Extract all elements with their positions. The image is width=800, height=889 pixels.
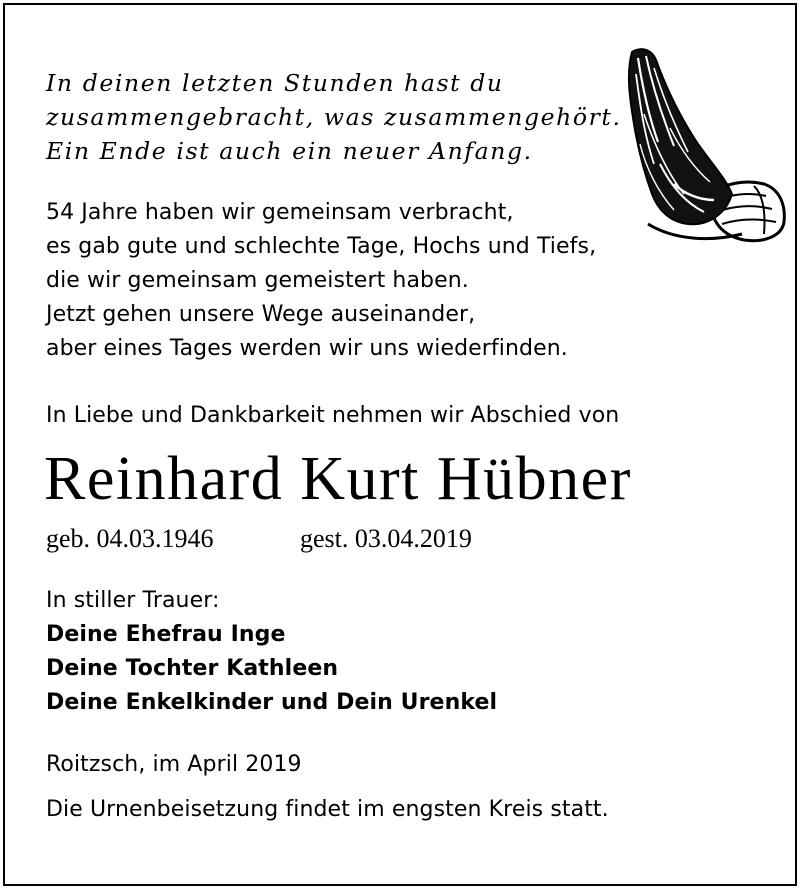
mourner-daughter: Deine Tochter Kathleen [46, 656, 339, 681]
mourner-spouse: Deine Ehefrau Inge [46, 622, 286, 647]
death-date: gest. 03.04.2019 [300, 524, 472, 553]
poem-line-1: 54 Jahre haben wir gemeinsam verbracht, [46, 200, 514, 225]
deceased-name: Reinhard Kurt Hübner [44, 445, 632, 513]
verse-line-1: In deinen letzten Stunden hast du [46, 69, 504, 97]
verse-line-3: Ein Ende ist auch ein neuer Anfang. [46, 137, 533, 165]
burial-note: Die Urnenbeisetzung findet im engsten Kreis statt. [46, 797, 609, 822]
praying-hands-icon [614, 44, 788, 244]
mourner-grandchildren: Deine Enkelkinder und Dein Urenkel [46, 690, 498, 715]
farewell-intro: In Liebe und Dankbarkeit nehmen wir Abschied von [46, 403, 620, 428]
verse-line-2: zusammengebracht, was zusammengehört. [46, 103, 622, 131]
poem-line-5: aber eines Tages werden wir uns wiederfinden. [46, 336, 568, 361]
mourners-intro: In stiller Trauer: [46, 588, 220, 613]
place-date: Roitzsch, im April 2019 [46, 752, 302, 777]
poem-line-4: Jetzt gehen unsere Wege auseinander, [46, 302, 476, 327]
poem-line-3: die wir gemeinsam gemeistert haben. [46, 268, 469, 293]
poem-line-2: es gab gute und schlechte Tage, Hochs und Tiefs, [46, 234, 597, 259]
birth-date: geb. 04.03.1946 [46, 524, 214, 553]
